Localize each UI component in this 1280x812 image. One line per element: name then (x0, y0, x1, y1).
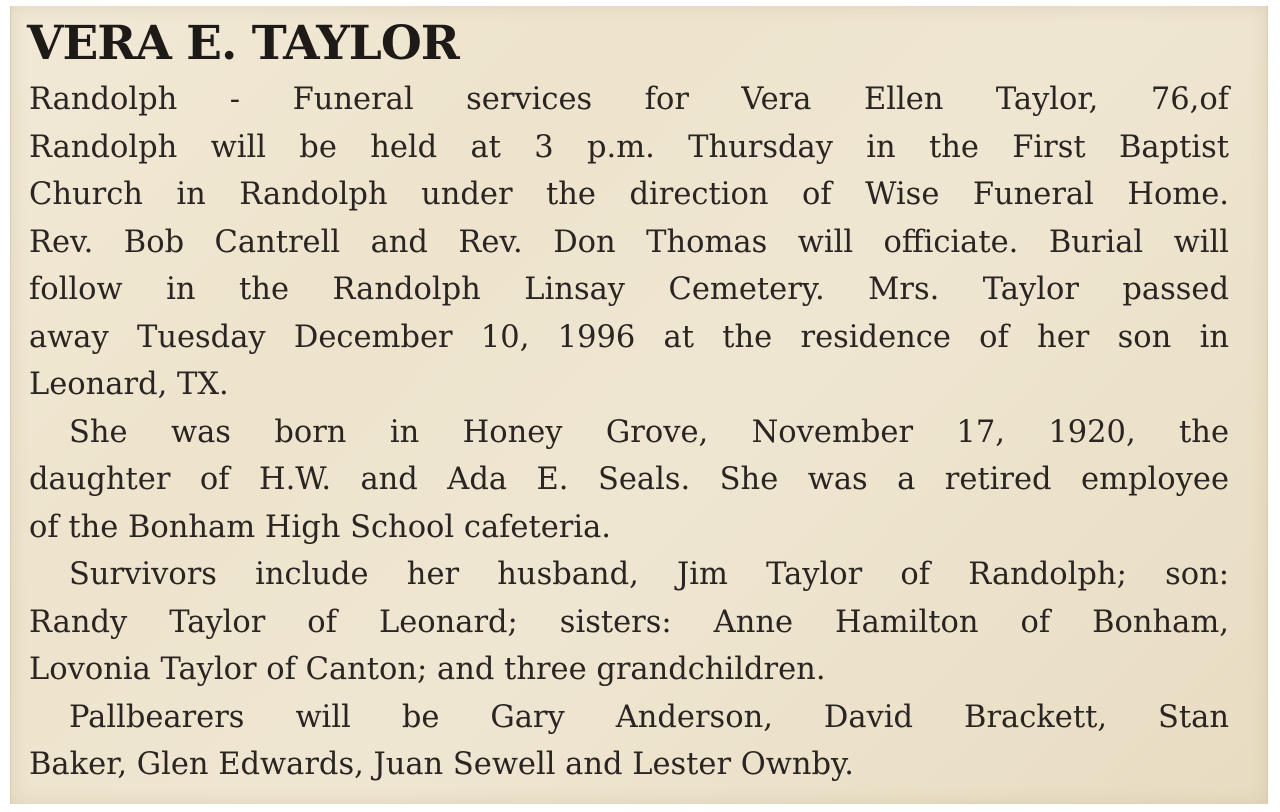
text-line: follow in the Randolph Linsay Cemetery. Mrs. Taylor passed (29, 272, 1229, 307)
text-line: She was born in Honey Grove, November 17, 1920, the (69, 414, 1229, 450)
text-line: of the Bonham High School cafeteria. (29, 509, 611, 545)
text-line: Church in Randolph under the direction of Wise Funeral Home. (29, 177, 1229, 212)
obituary-body (29, 76, 1229, 789)
text-line: Randolph will be held at 3 p.m. Thursday in the First Baptist (29, 129, 1229, 165)
text-line: Baker, Glen Edwards, Juan Sewell and Lester Ownby. (29, 747, 854, 782)
obituary-headline: VERA E. TAYLOR (27, 16, 459, 71)
text-line: away Tuesday December 10, 1996 at the residence of her son in (29, 319, 1229, 355)
text-line: Rev. Bob Cantrell and Rev. Don Thomas will officiate. Burial will (29, 224, 1229, 260)
text-line: Randy Taylor of Leonard; sisters: Anne Hamilton of Bonham, (29, 604, 1229, 640)
paragraph-service-details (29, 76, 1229, 409)
obituary-clipping (10, 6, 1268, 804)
paragraph-pallbearers (29, 694, 1229, 789)
text-line: daughter of H.W. and Ada E. Seals. She was a retired employee (29, 462, 1229, 497)
text-line: Randolph - Funeral services for Vera Ellen Taylor, 76,of (29, 82, 1229, 117)
text-line: Pallbearers will be Gary Anderson, David Brackett, Stan (69, 699, 1229, 735)
paragraph-biography (29, 409, 1229, 552)
text-line: Survivors include her husband, Jim Taylor of Randolph; son: (69, 557, 1229, 592)
text-line: Leonard, TX. (29, 367, 229, 402)
text-line: Lovonia Taylor of Canton; and three grandchildren. (29, 652, 826, 687)
paragraph-survivors (29, 551, 1229, 694)
